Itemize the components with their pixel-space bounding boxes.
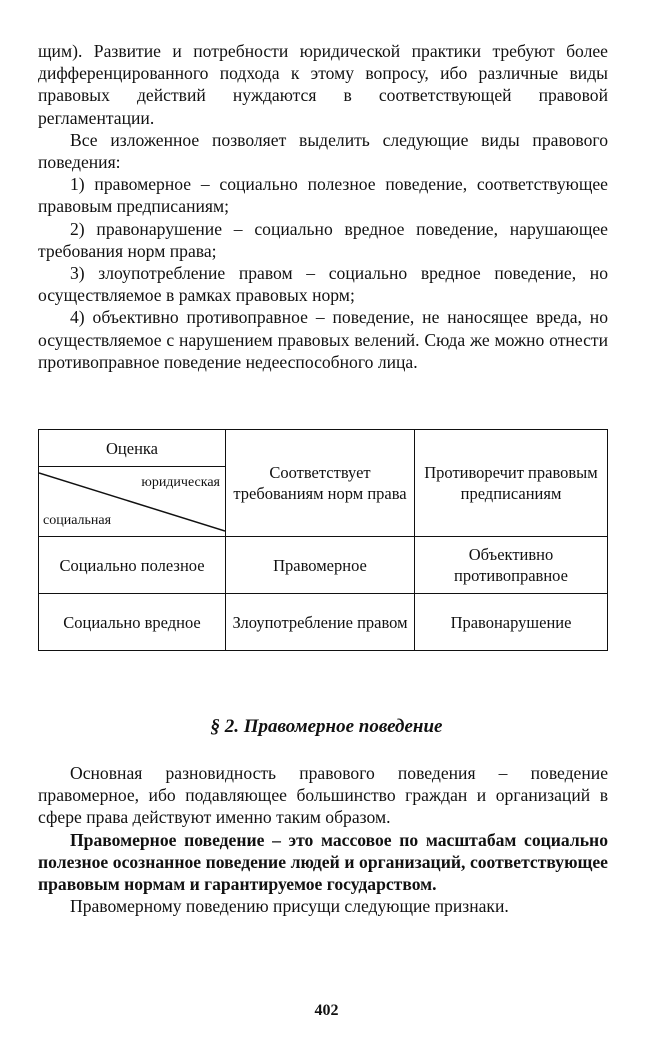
page-number: 402 [314,1002,339,1019]
list-item-1: 1) правомерное – социально полезное поведение, соответствующее правовым предписаниям; [38,174,608,217]
corner-right-label: юридическая [141,475,220,490]
paragraph-1: щим). Развитие и потребности юридической практики требуют более дифференцированного подхода к этому вопросу, ибо различные виды правовых действий нуждаются в соответствующей правовой регламентации. [38,41,608,128]
definition-paragraph: Правомерное поведение – это массовое по масштабам социально полезное осознанное поведение людей и организаций, соответствующее правовым нормам и гарантируемое государством. [38,829,608,895]
section-heading: § 2. Правомерное поведение [210,716,443,737]
row-header-2: Социально вредное [39,594,226,651]
table-cell: Правонарушение [415,594,608,651]
corner-left-label: социальная [43,513,112,528]
table-row [39,594,608,651]
paragraph-4: Правомерному поведению присущи следующие признаки. [70,896,509,917]
paragraph-2: Все изложенное позволяет выделить следующие виды правового поведения: [38,129,608,173]
table-corner-cell [39,430,226,537]
list-item-4: 4) объективно противоправное – поведение, не наносящее вреда, но осуществляемое с нарушением правовых велений. Сюда же можно отнести противоправное поведение недееспособного лица. [38,307,608,372]
table-row [39,537,608,594]
column-header-1: Соответствует требованиям норм права [226,430,415,537]
corner-top-label: Оценка [39,430,225,467]
behavior-table [38,429,608,651]
row-header-1: Социально полезное [39,537,226,594]
table-cell: Объективно противоправное [415,537,608,594]
bottom-text-block [38,762,608,917]
table-header-row [39,430,608,537]
top-text-block [38,40,608,373]
paragraph-3: Основная разновидность правового поведения – поведение правомерное, ибо подавляющее большинство граждан и организаций в сфере права действуют именно таким образом. [38,763,608,828]
table-cell: Правомерное [226,537,415,594]
list-item-2: 2) правонарушение – социально вредное поведение, нарушающее требования норм права; [38,218,608,261]
table-cell: Злоупотребление правом [226,594,415,651]
list-item-3: 3) злоупотребление правом – социально вредное поведение, но осуществляемое в рамках правовых норм; [38,263,608,306]
column-header-2: Противоречит правовым предписаниям [415,430,608,537]
